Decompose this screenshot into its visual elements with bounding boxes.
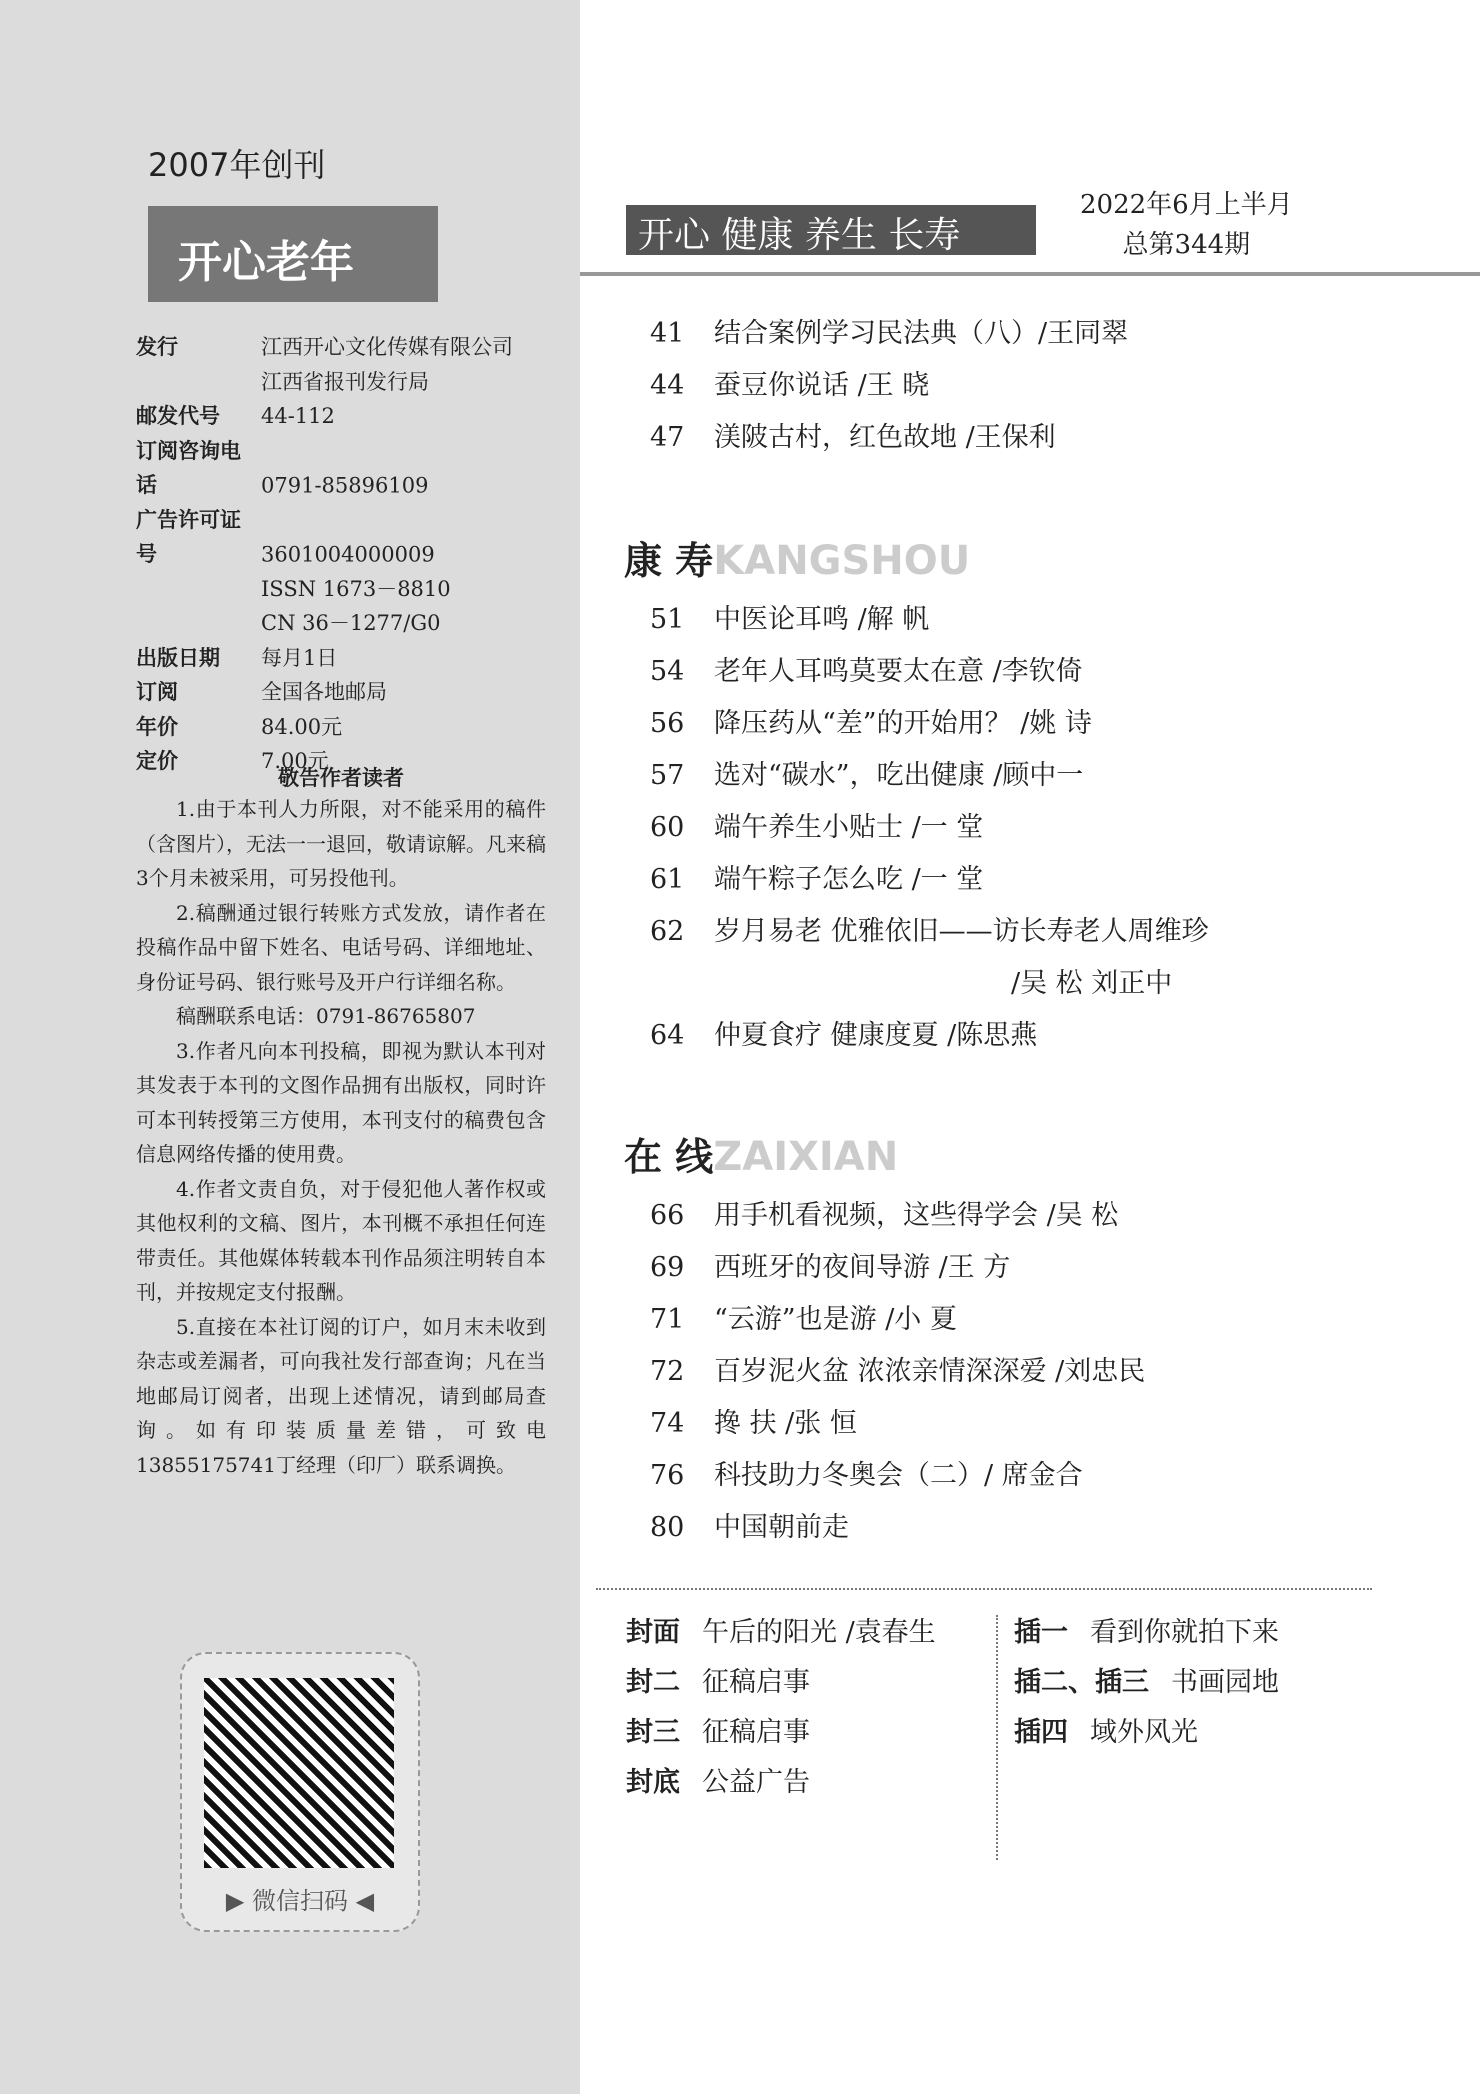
notice-paragraph: 4.作者文责自负，对于侵犯他人著作权或其他权利的文稿、图片，本刊概不承担任何连带责任。其他媒体转载本刊作品须注明转自本刊，并按规定支付报酬。 bbox=[136, 1176, 546, 1304]
notice-title: 敬告作者读者 bbox=[278, 766, 404, 790]
notice-paragraph: 3.作者凡向本刊投稿，即视为默认本刊对其发表于本刊的文图作品拥有出版权，同时许可本刊转授第三方使用，本刊支付的稿费包含信息网络传播的使用费。 bbox=[136, 1038, 546, 1166]
tagline: 开心 健康 养生 长寿 bbox=[626, 205, 1036, 255]
entry-title: 用手机看视频，这些得学会 /吴 松 bbox=[714, 1200, 1119, 1231]
info-label: 广告许可证号 bbox=[136, 507, 241, 566]
page-number: 41 bbox=[650, 318, 685, 349]
page-number: 64 bbox=[650, 1020, 685, 1051]
publication-info bbox=[136, 330, 513, 779]
page-number: 57 bbox=[650, 760, 685, 791]
column-divider bbox=[996, 1615, 998, 1860]
info-value: 江西省报刊发行局 bbox=[261, 369, 429, 394]
cover-title: 书画园地 bbox=[1171, 1667, 1279, 1698]
toc-list bbox=[650, 1190, 1145, 1554]
entry-title: 老年人耳鸣莫要太在意 /李钦倚 bbox=[714, 656, 1083, 687]
info-label: 出版日期 bbox=[136, 645, 220, 670]
entry-title: /吴 松 刘正中 bbox=[714, 968, 1173, 999]
notice-paragraph: 2.稿酬通过银行转账方式发放，请作者在投稿作品中留下姓名、电话号码、详细地址、身份证号码、银行账号及开户行详细名称。 bbox=[136, 900, 546, 994]
page-number: 62 bbox=[650, 916, 685, 947]
cover-label: 插二、插三 bbox=[1014, 1667, 1149, 1698]
page-number: 66 bbox=[650, 1200, 685, 1231]
info-row bbox=[136, 572, 513, 607]
entry-title: “云游”也是游 /小 夏 bbox=[714, 1304, 957, 1335]
page-number: 44 bbox=[650, 370, 685, 401]
info-row bbox=[136, 503, 513, 572]
cover-entry bbox=[1014, 1708, 1279, 1758]
page-number: 76 bbox=[650, 1460, 685, 1491]
toc-entry[interactable] bbox=[650, 906, 1209, 958]
toc-entry[interactable] bbox=[650, 802, 1209, 854]
entry-title: 选对“碳水”，吃出健康 /顾中一 bbox=[714, 760, 1084, 791]
cover-title: 征稿启事 bbox=[702, 1717, 810, 1748]
page-number: 72 bbox=[650, 1356, 685, 1387]
page-number: 60 bbox=[650, 812, 685, 843]
dotted-divider bbox=[596, 1588, 1372, 1590]
info-value: ISSN 1673－8810 bbox=[261, 576, 451, 601]
cover-list bbox=[626, 1608, 936, 1808]
cover-label: 插四 bbox=[1014, 1717, 1068, 1748]
toc-entry[interactable] bbox=[650, 1294, 1145, 1346]
info-row bbox=[136, 710, 513, 745]
info-value: 3601004000009 bbox=[261, 542, 435, 566]
wechat-qr[interactable] bbox=[180, 1652, 420, 1932]
info-row bbox=[136, 641, 513, 676]
divider bbox=[580, 272, 1480, 276]
entry-title: 端午养生小贴士 /一 堂 bbox=[714, 812, 984, 843]
info-value: 7.00元 bbox=[261, 749, 329, 773]
cover-label: 封底 bbox=[626, 1767, 680, 1798]
info-row bbox=[136, 399, 513, 434]
cover-title: 公益广告 bbox=[702, 1767, 810, 1798]
entry-title: 岁月易老 优雅依旧——访长寿老人周维珍 bbox=[714, 916, 1209, 947]
section-zaixian: 在 线ZAIXIAN bbox=[624, 1134, 899, 1180]
info-row bbox=[136, 434, 513, 503]
entry-title: 搀 扶 /张 恒 bbox=[714, 1408, 857, 1439]
toc-entry[interactable] bbox=[650, 958, 1209, 1010]
info-value: 0791-85896109 bbox=[261, 473, 429, 497]
page-number: 56 bbox=[650, 708, 685, 739]
cover-entry bbox=[626, 1658, 936, 1708]
notice-paragraph: 1.由于本刊人力所限，对不能采用的稿件（含图片），无法一一退回，敬请谅解。凡来稿3个月未被采用，可另投他刊。 bbox=[136, 797, 546, 890]
entry-title: 渼陂古村，红色故地 /王保利 bbox=[714, 422, 1056, 453]
notice-paragraph: 稿酬联系电话：0791-86765807 bbox=[176, 1004, 476, 1028]
toc-entry[interactable] bbox=[650, 1502, 1145, 1554]
founded-year: 2007年创刊 bbox=[148, 146, 326, 184]
page-number: 71 bbox=[650, 1304, 685, 1335]
info-label: 发行 bbox=[136, 335, 178, 359]
cover-label: 封三 bbox=[626, 1717, 680, 1748]
cover-title: 午后的阳光 /袁春生 bbox=[702, 1617, 936, 1648]
cover-title: 域外风光 bbox=[1090, 1717, 1198, 1748]
page-number: 69 bbox=[650, 1252, 685, 1283]
info-label: 订阅 bbox=[136, 680, 178, 704]
page-number: 51 bbox=[650, 604, 685, 635]
magazine-logo: 开心老年 bbox=[148, 206, 438, 302]
section-kangshou: 康 寿KANGSHOU bbox=[624, 538, 971, 584]
page-number: 54 bbox=[650, 656, 685, 687]
info-value: CN 36－1277/G0 bbox=[261, 611, 441, 635]
toc-entry[interactable] bbox=[650, 646, 1209, 698]
toc-entry[interactable] bbox=[650, 1190, 1145, 1242]
entry-title: 仲夏食疗 健康度夏 /陈思燕 bbox=[714, 1020, 1038, 1051]
toc-entry[interactable] bbox=[650, 1450, 1145, 1502]
info-value: 每月1日 bbox=[261, 645, 338, 670]
info-row bbox=[136, 330, 513, 365]
toc-entry[interactable] bbox=[650, 750, 1209, 802]
toc-entry[interactable] bbox=[650, 594, 1209, 646]
entry-title: 中医论耳鸣 /解 帆 bbox=[714, 604, 930, 635]
toc-list bbox=[650, 308, 1128, 464]
entry-title: 结合案例学习民法典（八）/王同翠 bbox=[714, 318, 1129, 349]
info-row bbox=[136, 606, 513, 641]
page-number: 80 bbox=[650, 1512, 685, 1543]
info-label: 邮发代号 bbox=[136, 404, 220, 428]
toc-entry[interactable] bbox=[650, 308, 1128, 360]
page-number: 47 bbox=[650, 422, 685, 453]
page-number: 74 bbox=[650, 1408, 685, 1439]
notice-paragraph: 5.直接在本社订阅的订户，如月末未收到杂志或差漏者，可向我社发行部查询；凡在当地邮局订阅者，出现上述情况，请到邮局查询。如有印装质量差错，可致电13855175741丁经理（印厂）联系调换。 bbox=[136, 1314, 546, 1477]
qr-code-icon bbox=[204, 1678, 394, 1868]
cover-entry bbox=[1014, 1658, 1279, 1708]
info-value: 84.00元 bbox=[261, 714, 343, 739]
toc-entry[interactable] bbox=[650, 412, 1128, 464]
insert-list bbox=[1014, 1608, 1279, 1758]
cover-entry bbox=[626, 1758, 936, 1808]
info-value: 44-112 bbox=[261, 404, 335, 428]
info-label: 年价 bbox=[136, 714, 178, 739]
toc-entry[interactable] bbox=[650, 1010, 1209, 1062]
entry-title: 降压药从“差”的开始用？ /姚 诗 bbox=[714, 708, 1092, 739]
entry-title: 百岁泥火盆 浓浓亲情深深爱 /刘忠民 bbox=[714, 1356, 1146, 1387]
info-label: 定价 bbox=[136, 749, 178, 773]
cover-title: 征稿启事 bbox=[702, 1667, 810, 1698]
toc-list bbox=[650, 594, 1209, 1062]
entry-title: 蚕豆你说话 /王 晓 bbox=[714, 370, 930, 401]
toc-entry[interactable] bbox=[650, 1346, 1145, 1398]
notice bbox=[136, 762, 546, 1482]
toc-entry[interactable] bbox=[650, 698, 1209, 750]
entry-title: 西班牙的夜间导游 /王 方 bbox=[714, 1252, 1011, 1283]
page-number: 61 bbox=[650, 864, 685, 895]
issue-date: 2022年6月上半月 总第344期 bbox=[1080, 190, 1293, 260]
toc-entry[interactable] bbox=[650, 1242, 1145, 1294]
entry-title: 端午粽子怎么吃 /一 堂 bbox=[714, 864, 984, 895]
toc-entry[interactable] bbox=[650, 854, 1209, 906]
info-label: 订阅咨询电话 bbox=[136, 438, 241, 497]
qr-label: ▶ 微信扫码 ◀ bbox=[225, 1887, 375, 1915]
entry-title: 科技助力冬奥会（二）/ 席金合 bbox=[714, 1460, 1083, 1491]
info-row bbox=[136, 675, 513, 710]
cover-entry bbox=[626, 1608, 936, 1658]
cover-entry bbox=[1014, 1608, 1279, 1658]
cover-label: 插一 bbox=[1014, 1617, 1068, 1648]
toc-entry[interactable] bbox=[650, 1398, 1145, 1450]
info-value: 全国各地邮局 bbox=[261, 680, 387, 704]
entry-title: 中国朝前走 bbox=[714, 1512, 849, 1543]
cover-label: 封面 bbox=[626, 1617, 680, 1648]
cover-title: 看到你就拍下来 bbox=[1090, 1617, 1279, 1648]
info-value: 江西开心文化传媒有限公司 bbox=[261, 335, 513, 359]
cover-label: 封二 bbox=[626, 1667, 680, 1698]
toc-entry[interactable] bbox=[650, 360, 1128, 412]
cover-entry bbox=[626, 1708, 936, 1758]
info-row bbox=[136, 365, 513, 400]
